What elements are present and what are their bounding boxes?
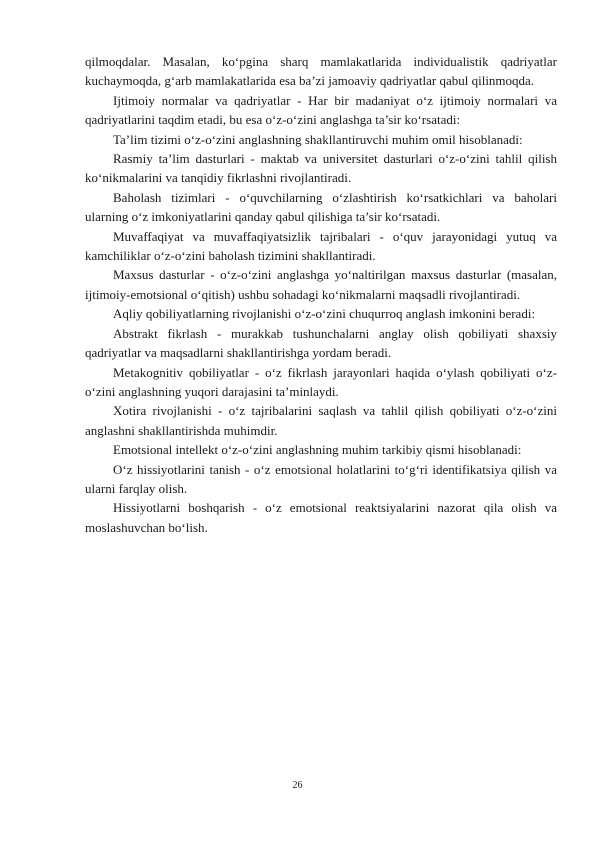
paragraph: Abstrakt fikrlash - murakkab tushunchalarni anglay olish qobiliyati shaxsiy qadriyatlar va maqsadlarni shakllantirishga yordam beradi. <box>85 325 557 361</box>
paragraph: Metakognitiv qobiliyatlar - o‘z fikrlash jarayonlari haqida o‘ylash qobiliyati o‘z-o‘zini anglashning yuqori darajasini ta’minlaydi. <box>85 364 557 399</box>
paragraph: Muvaffaqiyat va muvaffaqiyatsizlik tajribalari - o‘quv jarayonidagi yutuq va kamchiliklar o‘z-o‘zini baholash tizimini shakllantiradi. <box>85 228 557 264</box>
paragraph: Baholash tizimlari - o‘quvchilarning o‘zlashtirish ko‘rsatkichlari va baholari ularning o‘z imkoniyatlarini qanday qabul qilishiga ta’sir ko‘rsatadi. <box>85 189 557 225</box>
document-body <box>85 52 557 537</box>
paragraph: Aqliy qobiliyatlarning rivojlanishi o‘z-o‘zini chuqurroq anglash imkonini beradi: <box>113 306 536 322</box>
paragraph: Hissiyotlarni boshqarish - o‘z emotsional reaktsiyalarini nazorat qila olish va moslashuvchan bo‘lish. <box>85 500 557 535</box>
paragraph: Xotira rivojlanishi - o‘z tajribalarini saqlash va tahlil qilish qobiliyati o‘z-o‘zini anglashni shakllantirishda muhimdir. <box>85 403 557 438</box>
paragraph: Maxsus dasturlar - o‘z-o‘zini anglashga yo‘naltirilgan maxsus dasturlar (masalan, ijtimoiy-emotsional o‘qitish) ushbu sohadagi ko‘nikmalarni maqsadli rivojlantiradi. <box>85 267 557 302</box>
paragraph: Emotsional intellekt o‘z-o‘zini anglashning muhim tarkibiy qismi hisoblanadi: <box>113 442 522 458</box>
page-number: 26 <box>292 780 303 791</box>
paragraph-continuation: qilmoqdalar. Masalan, ko‘pgina sharq mamlakatlarida individualistik qadriyatlar kuchaymoqda, g‘arb mamlakatlarida esa ba’zi jamoaviy qadriyatlar qabul qilinmoqda. <box>85 54 557 89</box>
paragraph: Rasmiy ta’lim dasturlari - maktab va universitet dasturlari o‘z-o‘zini tahlil qilish ko‘nikmalarini va tanqidiy fikrlashni rivojlantiradi. <box>85 151 557 186</box>
paragraph: Ta’lim tizimi o‘z-o‘zini anglashning shakllantiruvchi muhim omil hisoblanadi: <box>113 131 523 147</box>
paragraph: Ijtimoiy normalar va qadriyatlar - Har bir madaniyat o‘z ijtimoiy normalari va qadriyatlarini taqdim etadi, bu esa o‘z-o‘zini anglashga ta’sir ko‘rsatadi: <box>85 92 557 128</box>
paragraph: O‘z hissiyotlarini tanish - o‘z emotsional holatlarini to‘g‘ri identifikatsiya qilish va ularni farqlay olish. <box>85 461 557 496</box>
